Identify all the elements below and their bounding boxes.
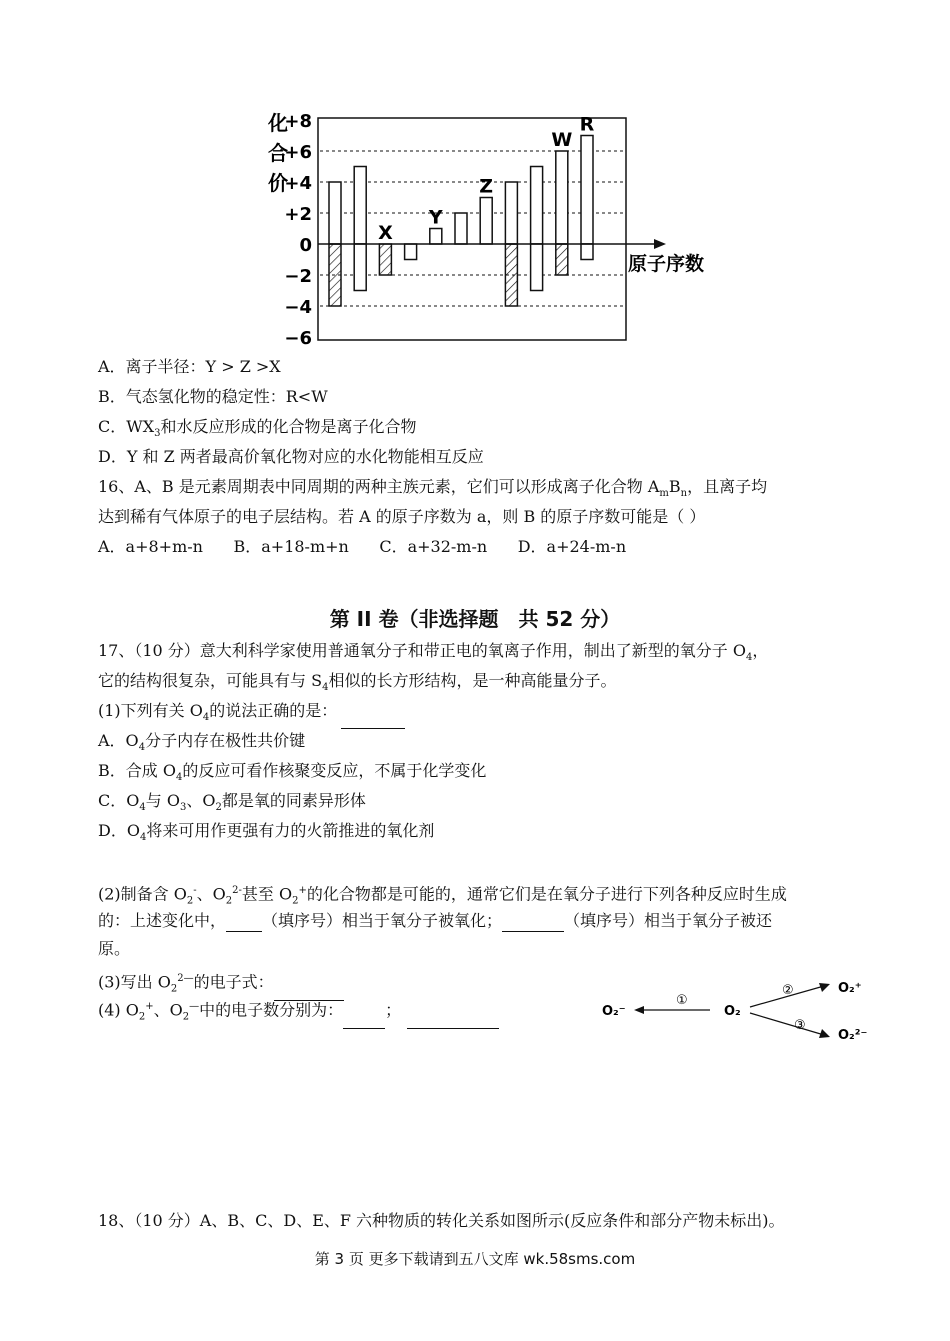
y-tick-4: 0 (299, 235, 312, 256)
bar-positive-0 (329, 182, 341, 244)
bar-negative-10 (581, 244, 593, 260)
scheme-arrowhead-1 (634, 1006, 644, 1014)
bar-positive-5 (455, 213, 467, 244)
answer-blank-1[interactable] (341, 712, 405, 729)
y-tick-3: +2 (284, 204, 312, 225)
bar-positive-6 (480, 198, 492, 245)
q16-stem-line2: 达到稀有气体原子的电子层结构。若 A 的原子序数为 a，则 B 的原子序数可能是（ ） (98, 507, 706, 526)
scheme-arrow-3 (750, 1013, 824, 1035)
bar-negative-1 (354, 244, 366, 291)
q18-stem: 18、（10 分）A、B、C、D、E、F 六种物质的转化关系如图所示(反应条件和部分产物未标出)。 (98, 1211, 785, 1230)
bar-negative-7 (505, 244, 517, 306)
bar-negative-8 (531, 244, 543, 291)
y-tick-1: +6 (284, 142, 312, 163)
bar-negative-3 (405, 244, 417, 260)
q17-stem-line2: 它的结构很复杂，可能具有与 $S_4$相似的长方形结构，是一种高能量分子。 (98, 671, 617, 694)
element-label-Z: Z (479, 175, 494, 198)
q15-option-c: C．$WX_3$和水反应形成的化合物是离子化合物 (98, 417, 417, 440)
scheme-arrowhead-2 (819, 983, 830, 992)
q15-option-b: B．气态氢化物的稳定性：R<W (98, 387, 328, 406)
y-tick-0: +8 (284, 111, 312, 132)
q15-option-d: D．Y 和 Z 两者最高价氧化物对应的水化物能相互反应 (98, 447, 484, 466)
scheme-o2-minus: O₂⁻ (602, 1004, 626, 1019)
q16-stem-line1: 16、A、B 是元素周期表中同周期的两种主族元素，它们可以形成离子化合物 $A_mB_n$，且离子均 (98, 477, 768, 500)
q17-option-c: C．$O_4$与 $O_3$、$O_2$都是氧的同素异形体 (98, 791, 366, 814)
q17-part3-prompt: (3)写出 $O_2^{2—}$的电子式： (98, 968, 344, 1001)
x-axis-arrow (654, 239, 666, 249)
q17-part2-line3: 原。 (98, 939, 131, 958)
bar-negative-0 (329, 244, 341, 306)
bar-positive-10 (581, 136, 593, 245)
y-axis-label-2: 合 (268, 141, 288, 165)
answer-blank-5[interactable] (343, 1012, 385, 1029)
answer-blank-2[interactable] (226, 915, 262, 932)
q17-option-d: D．$O_4$将来可用作更强有力的火箭推进的氧化剂 (98, 821, 435, 844)
bar-negative-9 (556, 244, 568, 275)
y-tick-2: +4 (284, 173, 312, 194)
element-label-W: W (551, 129, 573, 151)
bar-positive-4 (430, 229, 442, 245)
y-axis-label-3: 价 (268, 171, 288, 195)
element-label-X: X (378, 222, 393, 244)
valence-chart (0, 0, 950, 350)
q15-option-a: A．离子半径：Y > Z >X (98, 357, 281, 376)
bar-positive-9 (556, 151, 568, 244)
q17-part2-line2: 的：上述变化中， （填序号）相当于氧分子被氧化； （填序号）相当于氧分子被还 (98, 911, 773, 930)
scheme-step-1: ① (676, 993, 688, 1008)
q17-option-a: A．$O_4$分子内存在极性共价键 (98, 731, 306, 754)
q16-options: A．a+8+m-n B．a+18-m+n C．a+32-m-n D．a+24-m-n (98, 537, 627, 556)
page-footer: 第 3 页 更多下载请到五八文库 wk.58sms.com (314, 1250, 636, 1268)
y-tick-7: −6 (284, 328, 312, 349)
scheme-o2: O₂ (724, 1004, 741, 1019)
q17-part1-prompt: (1)下列有关 $O_4$的说法正确的是： (98, 700, 405, 729)
y-tick-6: −4 (284, 297, 312, 318)
scheme-step-2: ② (782, 983, 794, 998)
scheme-o2-2minus: O₂²⁻ (838, 1028, 868, 1043)
q17-part4-prompt: (4) $O_2^+$、$O_2^—$中的电子数分别为： ； (98, 996, 499, 1029)
y-tick-5: −2 (284, 266, 312, 287)
y-axis-label-1: 化 (268, 111, 288, 135)
oxygen-reaction-scheme (590, 975, 890, 1055)
scheme-arrowhead-3 (819, 1029, 830, 1038)
bar-positive-7 (505, 182, 517, 244)
q17-option-b: B．合成 $O_4$的反应可看作核聚变反应，不属于化学变化 (98, 761, 487, 784)
scheme-step-3: ③ (794, 1018, 806, 1033)
q17-stem-line1: 17、（10 分）意大利科学家使用普通氧分子和带正电的氧离子作用，制出了新型的氧分子 $O_4$， (98, 641, 769, 664)
answer-blank-3[interactable] (502, 915, 564, 932)
scheme-o2-plus: O₂⁺ (838, 981, 862, 996)
element-label-Y: Y (428, 206, 443, 229)
bar-positive-8 (531, 167, 543, 245)
x-axis-label: 原子序数 (628, 253, 705, 275)
bar-positive-1 (354, 167, 366, 245)
bar-negative-2 (379, 244, 391, 275)
answer-blank-6[interactable] (407, 1012, 499, 1029)
element-label-R: R (579, 113, 595, 136)
section-2-title: 第 II 卷（非选择题 共 52 分） (329, 607, 621, 631)
q17-part2-line1: (2)制备含 $O_2^-$、$O_2^{2-}$甚至 $O_2^+$的化合物都是可能的，通常它们是在氧分子进行下列各种反应时生成 (98, 884, 787, 907)
